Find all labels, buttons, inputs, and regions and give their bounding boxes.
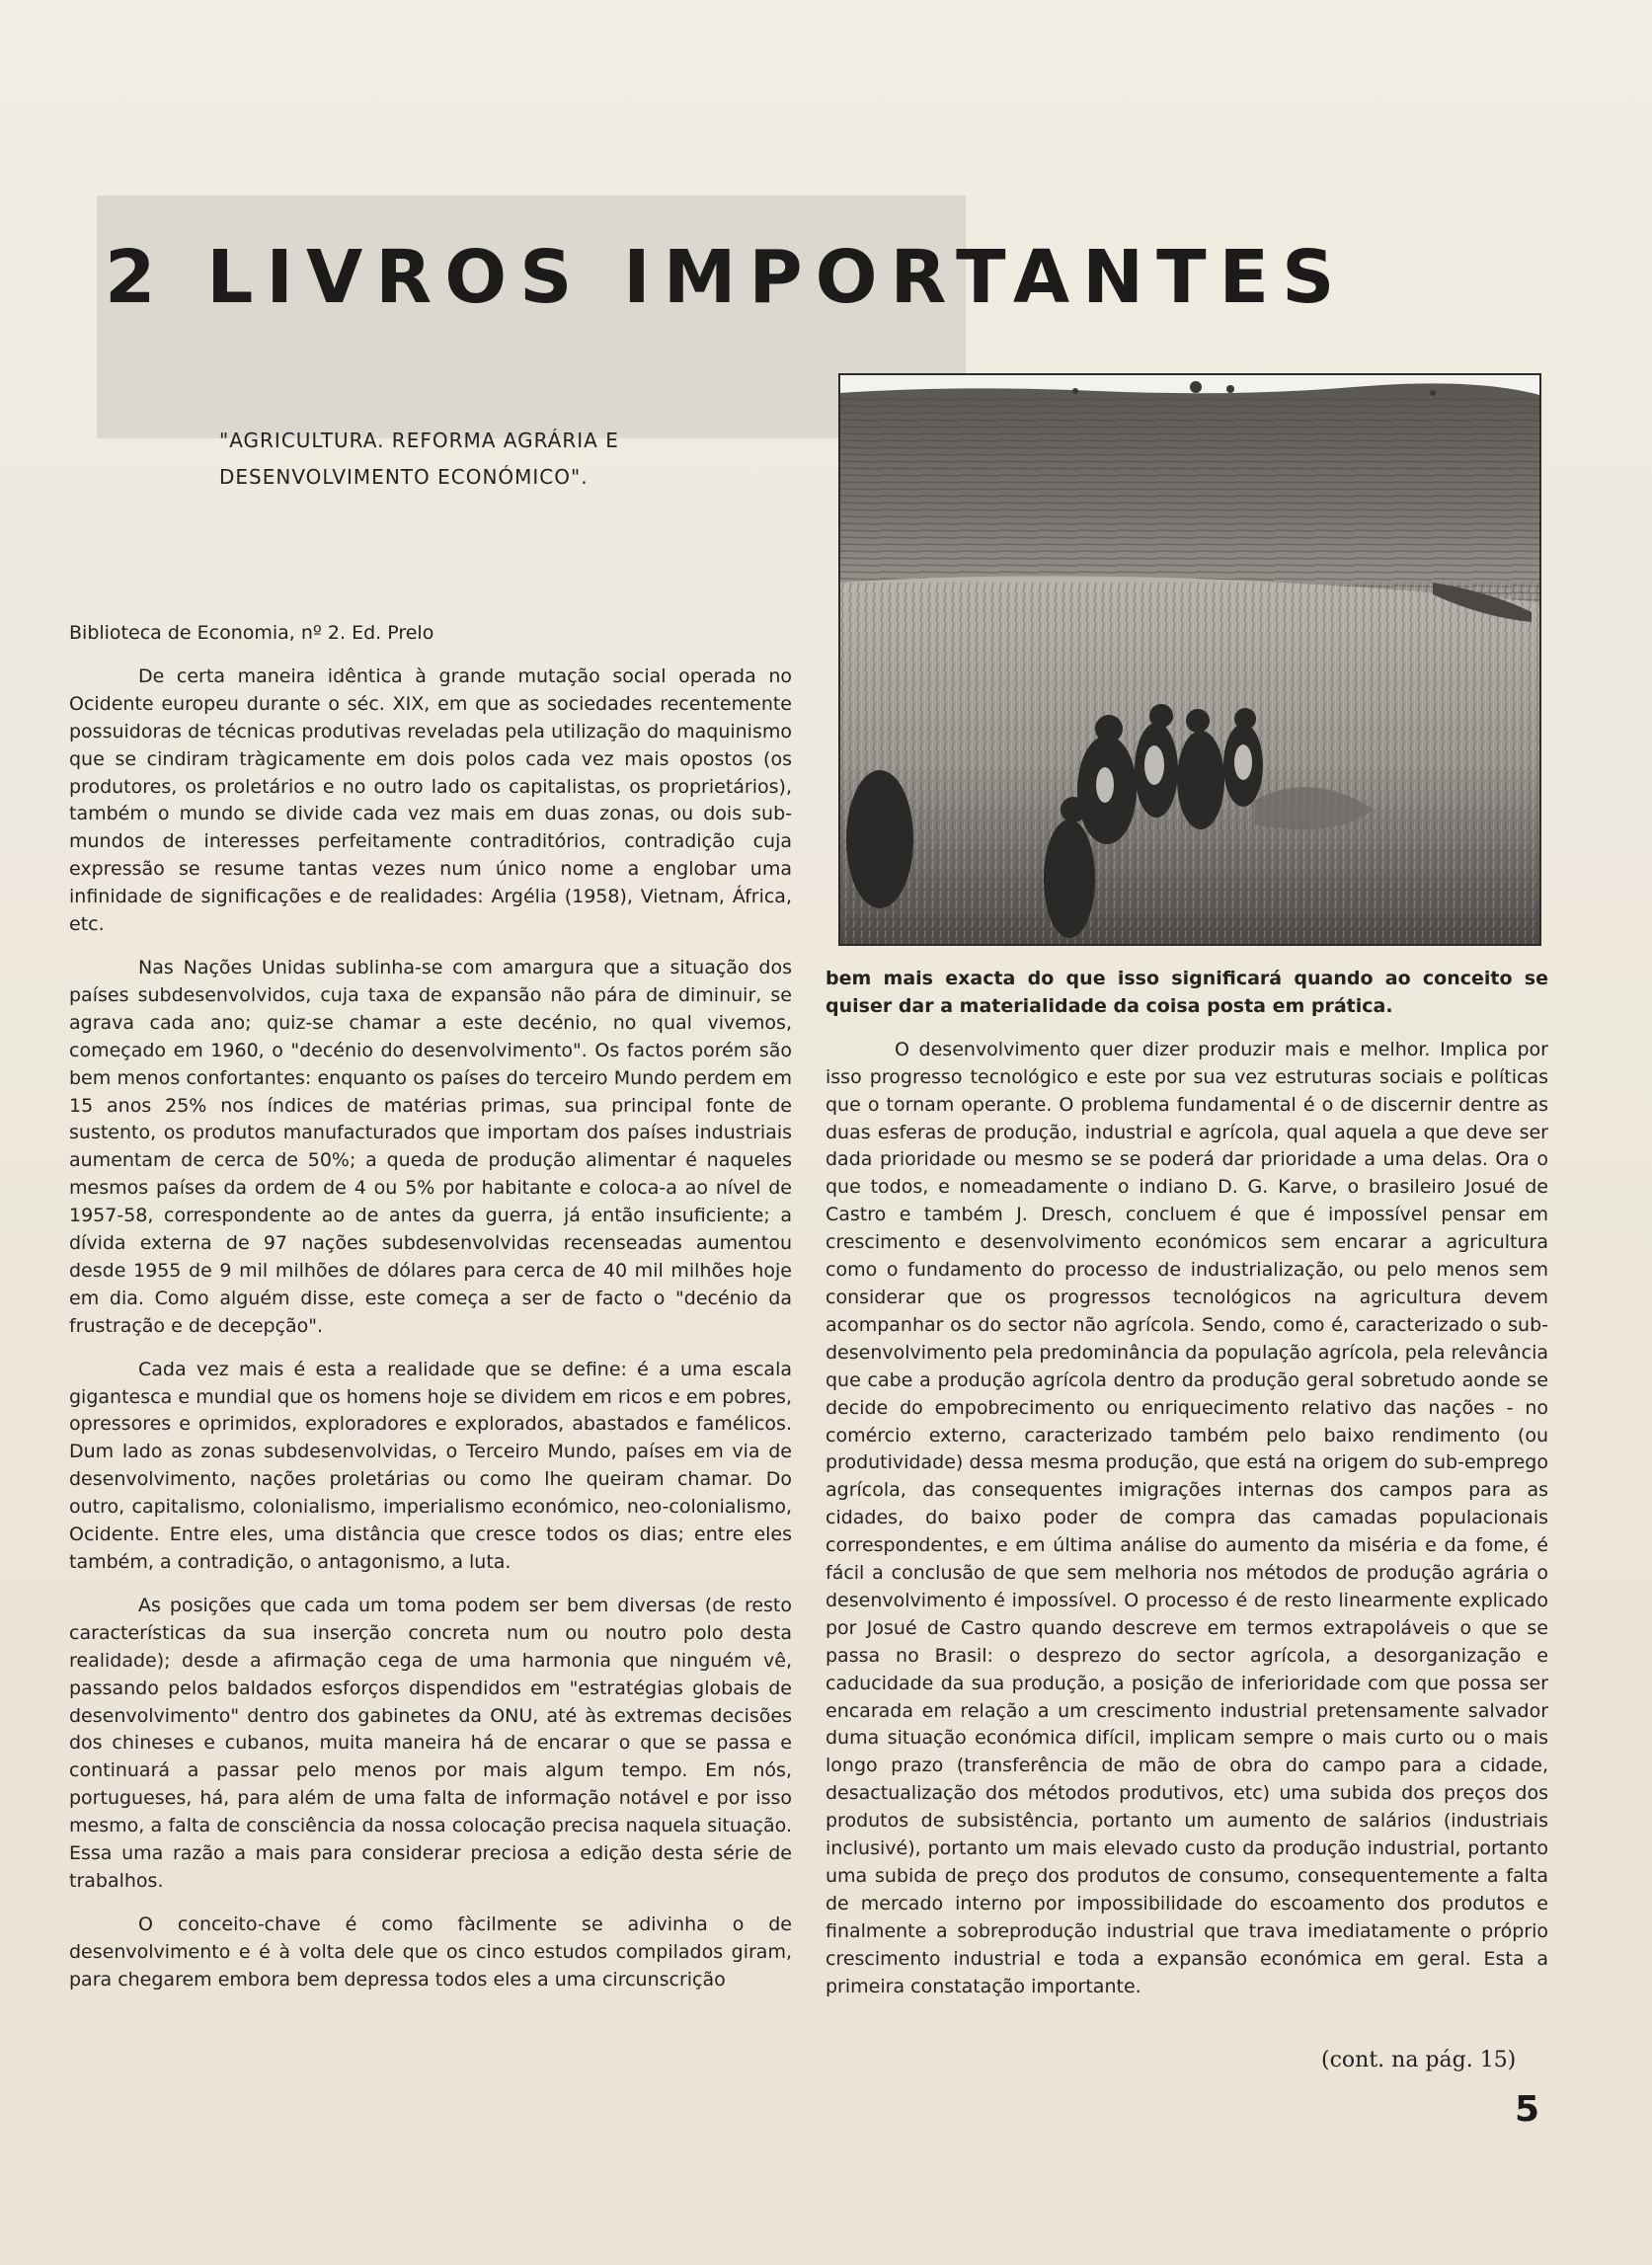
page-number: 5 xyxy=(1515,2089,1540,2130)
harvest-photo-illustration xyxy=(840,375,1539,944)
page-title: 2 LIVROS IMPORTANTES xyxy=(105,235,1348,320)
book-title-line-2: DESENVOLVIMENTO ECONÓMICO". xyxy=(219,465,589,489)
left-paragraph-5: O conceito-chave é como fàcilmente se adivinha o de desenvolvimento e é à volta dele que os cinco estudos compilados giram, para chegarem embora bem depressa todos eles a uma circunscrição xyxy=(69,1913,792,1991)
left-column xyxy=(69,620,792,2010)
book-title xyxy=(219,423,713,496)
harvest-photo xyxy=(838,373,1541,946)
left-paragraph-4: As posições que cada um toma podem ser bem diversas (de resto características da sua inserção concreta num ou noutro polo desta realidade); desde a afirmação cega de uma harmonia que ninguém vê, passando pelos baldados esforços dispendidos em "estratégias globais de desenvolvimento" dentro dos gabinetes da ONU, até às extremas decisões dos chineses e cubanos, muita maneira há de encarar o que se passa e continuará a passar pelo menos por mais algum tempo. Em nós, portugueses, há, para além de uma falta de informação notável e por isso mesmo, a falta de consciência da nossa colocação precisa naquela situação. Essa uma razão a mais para considerar preciosa a edição desta série de trabalhos. xyxy=(69,1594,792,1892)
right-column xyxy=(826,966,1548,2017)
right-lead: bem mais exacta do que isso significará quando ao conceito se quiser dar a materialidade da coisa posta em prática. xyxy=(826,968,1548,1017)
book-publisher: Biblioteca de Economia, nº 2. Ed. Prelo xyxy=(69,622,434,644)
left-paragraph-1: De certa maneira idêntica à grande mutação social operada no Ocidente europeu durante o séc. XIX, em que as sociedades recentemente possuidoras de técnicas produtivas reveladas pela utilização do maquinismo que se cindiram tràgicamente em dois polos cada vez mais opostos (os produtores, os proletários e no outro lado os capitalistas, os proprietários), também o mundo se divide cada vez mais em duas zonas, ou dois sub-mundos de interesses perfeitamente contraditórios, contradição cuja expressão se resume tantas vezes num único nome a englobar uma infinidade de significações e de realidades: Argélia (1958), Vietnam, África, etc. xyxy=(69,664,792,936)
right-paragraph-1: O desenvolvimento quer dizer produzir mais e melhor. Implica por isso progresso tecnológico e este por sua vez estruturas sociais e políticas que o tornam operante. O problema fundamental é o de discernir dentre as duas esferas de produção, industrial e agrícola, qual aquela a que deve ser dada prioridade ou mesmo se se poderá dar prioridade a uma delas. Ora o que todos, e nomeadamente o indiano D. G. Karve, o brasileiro Josué de Castro e também J. Dresch, concluem é que é impossível pensar em crescimento e desenvolvimento económicos sem encarar a agricultura como o fundamento do processo de industrialização, ou pelo menos sem considerar que os progressos tecnológicos na agricultura devem acompanhar os do sector não agrícola. Sendo, como é, caracterizado o sub-desenvolvimento pela predominância da população agrícola, pela relevância que cabe a produção agrícola dentro da produção geral sobretudo aonde se decide do empobrecimento ou enriquecimento relativo das nações - no comércio externo, caracterizado também pelo baixo rendimento (ou produtividade) dessa mesma produção, que está na origem do sub-emprego agrícola, das consequentes imigrações internas dos campos para as cidades, do baixo poder de compra das camadas populacionais correspondentes, e em última análise do aumento da miséria e da fome, é fácil a conclusão de que sem melhoria nos métodos de produção agrária o desenvolvimento é impossível. O processo é de resto linearmente explicado por Josué de Castro quando descreve em termos extrapoláveis o que se passa no Brasil: o desprezo do sector agrícola, a desorganização e caducidade da sua produção, a posição de inferioridade com que possa ser encarada em relação a um crescimento industrial pretensamente salvador duma situação económica difícil, implicam sempre o mais curto ou o mais longo prazo (transferência de mão de obra do campo para a cidade, desactualização dos métodos produtivos, etc) uma subida dos preços dos produtos de subsistência, portanto um aumento de salários (industriais inclusivé), portanto um mais elevado custo da produção industrial, portanto uma subida de preço dos produtos de consumo, consequentemente a falta de mercado interno por impossibilidade do escoamento dos produtos e finalmente a sobreprodução industrial que trava imediatamente o próprio crescimento industrial e toda a expansão económica em geral. Esta a primeira constatação importante. xyxy=(826,1038,1548,1997)
left-paragraph-2: Nas Nações Unidas sublinha-se com amargura que a situação dos países subdesenvolvidos, cuja taxa de expansão não pára de diminuir, se agrava cada ano; quiz-se chamar a este decénio, no qual vivemos, começado em 1960, o "decénio do desenvolvimento". Os factos porém são bem menos confortantes: enquanto os países do terceiro Mundo perdem em 15 anos 25% nos índices de matérias primas, sua principal fonte de sustento, os produtos manufacturados que importam dos países industriais aumentam de cerca de 50%; a queda de produção alimentar é naqueles mesmos países da ordem de 4 ou 5% por habitante e coloca-a ao nível de 1957-58, correspondente ao de antes da guerra, já então insuficiente; a dívida externa de 97 nações subdesenvolvidas recenseadas aumentou desde 1955 de 9 mil milhões de dólares para cerca de 40 mil milhões hoje em dia. Como alguém disse, este começa a ser de facto o "decénio da frustração e de decepção". xyxy=(69,956,792,1337)
continuation-note: (cont. na pág. 15) xyxy=(1321,2048,1517,2072)
book-title-line-1: "AGRICULTURA. REFORMA AGRÁRIA E xyxy=(219,429,619,452)
left-paragraph-3: Cada vez mais é esta a realidade que se define: é a uma escala gigantesca e mundial que os homens hoje se dividem em ricos e em pobres, opressores e oprimidos, exploradores e explorados, abastados e famélicos. Dum lado as zonas subdesenvolvidas, o Terceiro Mundo, países em via de desenvolvimento, nações proletárias ou como lhe queiram chamar. Do outro, capitalismo, colonialismo, imperialismo económico, neo-colonialismo, Ocidente. Entre eles, uma distância que cresce todos os dias; entre eles também, a contradição, o antagonismo, a luta. xyxy=(69,1358,792,1573)
